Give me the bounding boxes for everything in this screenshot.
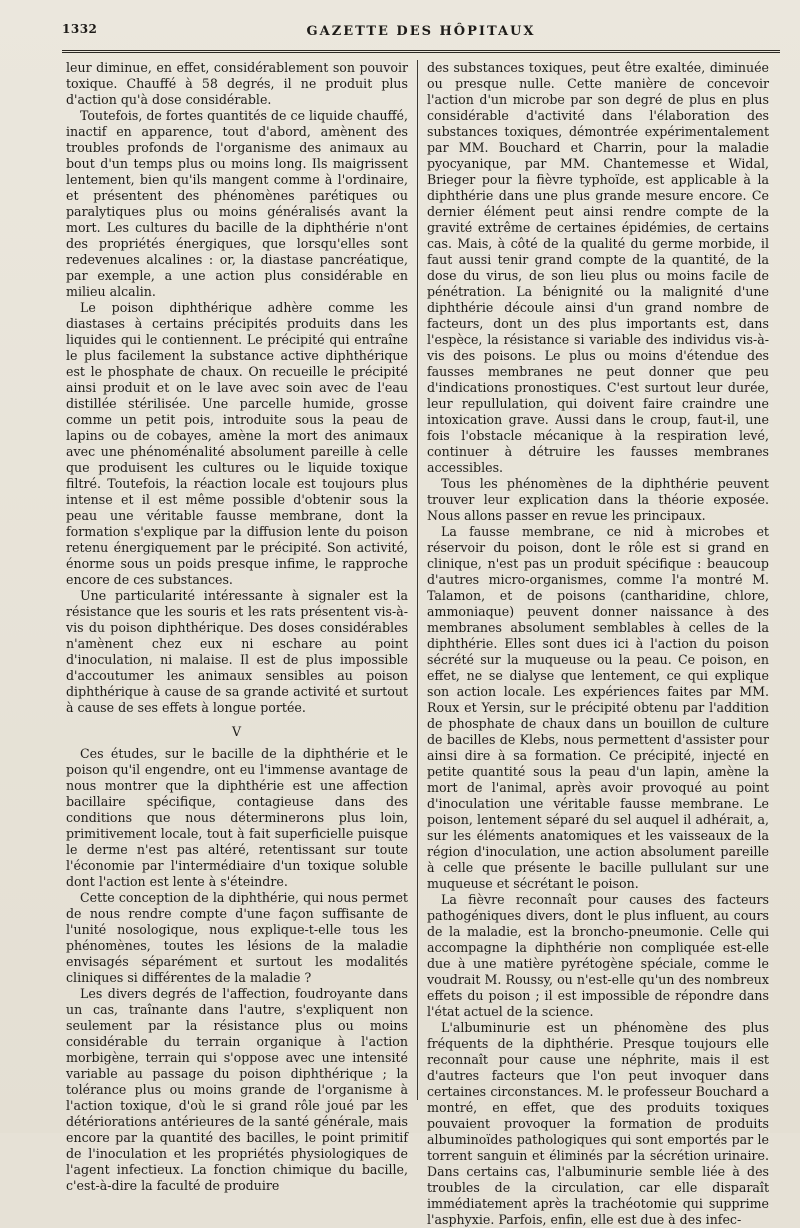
journal-title: GAZETTE DES HÔPITAUX	[306, 24, 536, 39]
paragraph: des substances toxiques, peut être exaltée, diminuée ou presque nulle. Cette manière de concevoir l'action d'un microbe par son degré de plus en plus considérable d'activité dans l'élaboration des substances toxiques, démontrée expérimentalement par MM. Bouchard et Charrin, pour la maladie pyocyanique, par MM. Chantemesse et Widal, Brieger pour la fièvre typhoïde, est applicable à la diphthérie dans une plus grande mesure encore. Ce dernier élément peut ainsi rendre compte de la gravité extrême de certaines épidémies, de certains cas. Mais, à côté de la qualité du germe morbide, il faut aussi tenir grand compte de la quantité, de la dose du virus, de son lieu plus ou moins facile de pénétration. La bénignité ou la malignité d'une diphthérie découle ainsi d'un grand nombre de facteurs, dont un des plus importants est, dans l'espèce, la résistance si variable des individus vis-à-vis des poisons. Le plus ou moins d'étendue des fausses membranes ne peut donner que peu d'indications pronostiques. C'est surtout leur durée, leur repullulation, qui doivent faire craindre une intoxication grave. Aussi dans le croup, faut-il, une fois l'obstacle mécanique à la respiration levé, continuer à détruire les fausses membranes accessibles.	[427, 60, 769, 475]
paragraph: Le poison diphthérique adhère comme les diastases à certains précipités produits dans les liquides qui le contiennent. Le précipité qui entraîne le plus facilement la substance active diphthérique est le phosphate de chaux. On recueille le précipité ainsi produit et on le lave avec soin avec de l'eau distillée stérilisée. Une parcelle humide, grosse comme un petit pois, introduite sous la peau de lapins ou de cobayes, amène la mort des animaux avec une phénoménalité absolument pareille à celle que produisent les cultures ou le liquide toxique filtré. Toutefois, la réaction locale est toujours plus intense et il est même possible d'obtenir sous la peau une véritable fausse membrane, dont la formation s'explique par la diffusion lente du poison retenu énergiquement par le précipité. Son activité, énorme sous un poids presque infime, le rapproche encore de ces substances.	[66, 300, 408, 587]
page-number: 1332	[62, 22, 98, 36]
paragraph: Toutefois, de fortes quantités de ce liquide chauffé, inactif en apparence, tout d'abord, amènent des troubles profonds de l'organisme des animaux au bout d'un temps plus ou moins long. Ils maigrissent lentement, bien qu'ils mangent comme à l'ordinaire, et présentent des phénomènes parétiques ou paralytiques plus ou moins généralisés avant la mort. Les cultures du bacille de la diphthérie n'ont des propriétés énergiques, que lorsqu'elles sont redevenues alcalines : or, la diastase pancréatique, par exemple, a une action plus considérable en milieu alcalin.	[66, 108, 408, 299]
page-header	[62, 22, 780, 53]
column-divider	[417, 60, 418, 1100]
paragraph: leur diminue, en effet, considérablement son pouvoir toxique. Chauffé à 58 degrés, il ne produit plus d'action qu'à dose considérable.	[66, 60, 408, 107]
section-number: V	[231, 724, 243, 739]
paragraph: Les divers degrés de l'affection, foudroyante dans un cas, traînante dans l'autre, s'expliquent non seulement par la résistance plus ou moins considérable du terrain organique à l'action morbigène, terrain qui s'oppose avec une intensité variable au passage du poison diphthérique ; la tolérance plus ou moins grande de l'organisme à l'action toxique, d'où le si grand rôle joué par les détériorations antérieures de la santé générale, mais encore par la quantité des bacilles, le point primitif de l'inoculation et les propriétés physiologiques de l'agent infectieux. La fonction chimique du bacille, c'est-à-dire la faculté de produire	[66, 986, 408, 1193]
left-column	[66, 60, 408, 1194]
paragraph: La fausse membrane, ce nid à microbes et réservoir du poison, dont le rôle est si grand en clinique, n'est pas un produit spécifique : beaucoup d'autres micro-organismes, comme l'a montré M. Talamon, et de poisons (cantharidine, chlore, ammoniaque) peuvent donner naissance à des membranes absolument semblables à celles de la diphthérie. Elles sont dues ici à l'action du poison sécrété sur la muqueuse ou la peau. Ce poison, en effet, ne se dialyse que lentement, ce qui explique son action locale. Les expériences faites par MM. Roux et Yersin, sur le précipité obtenu par l'addition de phosphate de chaux dans un bouillon de culture de bacilles de Klebs, nous permettent d'assister pour ainsi dire à sa formation. Ce précipité, injecté en petite quantité sous la peau d'un lapin, amène la mort de l'animal, après avoir provoqué au point d'inoculation une véritable fausse membrane. Le poison, lentement séparé du sel auquel il adhérait, a, sur les éléments anatomiques et les vaisseaux de la région d'inoculation, une action absolument pareille à celle que présente le bacille pullulant sur une muqueuse et sécrétant le poison.	[427, 524, 769, 891]
paragraph: La fièvre reconnaît pour causes des facteurs pathogéniques divers, dont le plus influent, au cours de la maladie, est la broncho-pneumonie. Celle qui accompagne la diphthérie non compliquée est-elle due à une matière pyrétogène spéciale, comme le voudrait M. Roussy, ou n'est-elle qu'un des nombreux effets du poison ; il est impossible de répondre dans l'état actuel de la science.	[427, 892, 769, 1019]
paragraph: L'albuminurie est un phénomène des plus fréquents de la diphthérie. Presque toujours elle reconnaît pour cause une néphrite, mais il est d'autres facteurs que l'on peut invoquer dans certaines circonstances. M. le professeur Bouchard a montré, en effet, que des produits toxiques pouvaient provoquer la formation de produits albuminoïdes pathologiques qui sont emportés par le torrent sanguin et éliminés par la sécrétion urinaire. Dans certains cas, l'albuminurie semble liée à des troubles de la circulation, car elle disparaît immédiatement après la trachéotomie qui supprime l'asphyxie. Parfois, enfin, elle est due à des infec-	[427, 1020, 769, 1227]
paragraph: Une particularité intéressante à signaler est la résistance que les souris et les rats présentent vis-à-vis du poison diphthérique. Des doses considérables n'amènent chez eux ni eschare au point d'inoculation, ni malaise. Il est de plus impossible d'accoutumer les animaux sensibles au poison diphthérique à cause de sa grande activité et surtout à cause de ses effets à longue portée.	[66, 588, 408, 715]
paragraph: Tous les phénomènes de la diphthérie peuvent trouver leur explication dans la théorie exposée. Nous allons passer en revue les principaux.	[427, 476, 769, 523]
paragraph: Ces études, sur le bacille de la diphthérie et le poison qu'il engendre, ont eu l'immense avantage de nous montrer que la diphthérie est une affection bacillaire spécifique, contagieuse dans des conditions que nous déterminerons plus loin, primitivement locale, tout à fait superficielle puisque le derme n'est pas altéré, retentissant sur toute l'économie par l'intermédiaire d'un toxique soluble dont l'action est lente à s'éteindre.	[66, 746, 408, 889]
paragraph: Cette conception de la diphthérie, qui nous permet de nous rendre compte d'une façon suffisante de l'unité nosologique, nous explique-t-elle tous les phénomènes, toutes les lésions de la maladie envisagés séparément et surtout les modalités cliniques si différentes de la maladie ?	[66, 890, 408, 985]
right-column	[427, 60, 769, 1228]
